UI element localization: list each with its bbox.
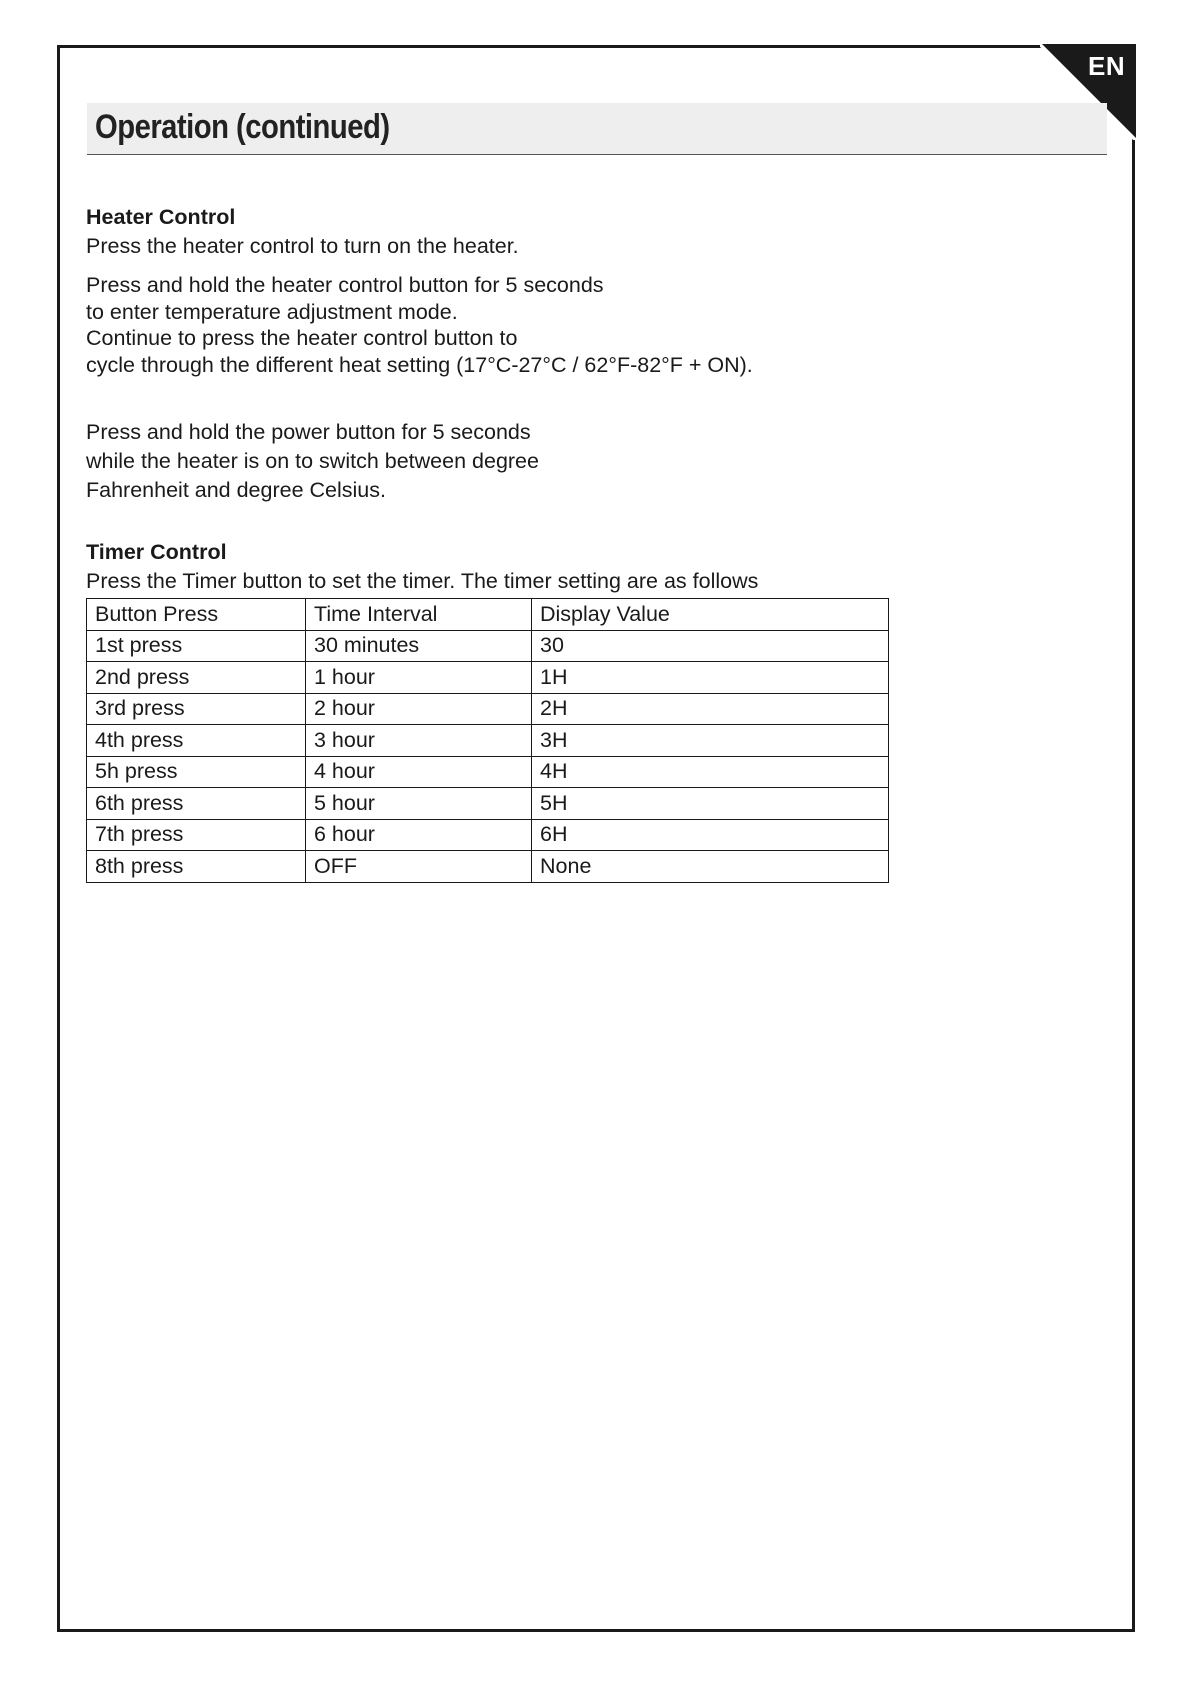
table-header-row bbox=[87, 599, 889, 631]
table-cell: 6 hour bbox=[306, 819, 532, 851]
timer-control-heading: Timer Control bbox=[86, 540, 227, 564]
language-badge: EN bbox=[1088, 51, 1126, 81]
instruction-line: Press and hold the heater control button for 5 seconds bbox=[86, 273, 604, 297]
heater-control-section bbox=[86, 204, 519, 260]
instruction-line: to enter temperature adjustment mode. bbox=[86, 299, 458, 324]
table-cell: 4 hour bbox=[306, 756, 532, 788]
instruction-line: Press and hold the power button for 5 seconds bbox=[86, 420, 531, 444]
table-cell: 7th press bbox=[87, 819, 306, 851]
table-row bbox=[87, 725, 889, 757]
table-cell: 1 hour bbox=[306, 662, 532, 694]
section-title-bar bbox=[87, 103, 1107, 155]
table-cell: 2nd press bbox=[87, 662, 306, 694]
table-row bbox=[87, 662, 889, 694]
table-cell: 30 minutes bbox=[306, 630, 532, 662]
heater-control-intro: Press the heater control to turn on the heater. bbox=[86, 234, 519, 258]
column-header: Time Interval bbox=[306, 599, 532, 631]
table-row bbox=[87, 693, 889, 725]
heater-adjust-instructions bbox=[86, 272, 753, 379]
instruction-line: Fahrenheit and degree Celsius. bbox=[86, 478, 386, 502]
table-cell: 5 hour bbox=[306, 788, 532, 820]
table-row bbox=[87, 788, 889, 820]
column-header: Button Press bbox=[87, 599, 306, 631]
table-cell: 2 hour bbox=[306, 693, 532, 725]
table-row bbox=[87, 819, 889, 851]
table-cell: 5H bbox=[532, 788, 889, 820]
heater-control-heading: Heater Control bbox=[86, 205, 236, 229]
table-row bbox=[87, 756, 889, 788]
instruction-line: Continue to press the heater control button to bbox=[86, 326, 518, 351]
table-cell: 5h press bbox=[87, 756, 306, 788]
table-cell: 4H bbox=[532, 756, 889, 788]
table-row bbox=[87, 851, 889, 883]
table-cell: 4th press bbox=[87, 725, 306, 757]
table-cell: OFF bbox=[306, 851, 532, 883]
column-header: Display Value bbox=[532, 599, 889, 631]
table-row bbox=[87, 630, 889, 662]
table-cell: None bbox=[532, 851, 889, 883]
table-cell: 8th press bbox=[87, 851, 306, 883]
table-cell: 30 bbox=[532, 630, 889, 662]
timer-settings-table bbox=[86, 598, 889, 883]
table-cell: 3H bbox=[532, 725, 889, 757]
page-title: Operation (continued) bbox=[95, 108, 390, 146]
timer-control-intro: Press the Timer button to set the timer. The timer setting are as follows bbox=[86, 569, 759, 593]
temperature-unit-instructions bbox=[86, 418, 539, 505]
instruction-line: while the heater is on to switch between degree bbox=[86, 449, 539, 473]
table-cell: 6th press bbox=[87, 788, 306, 820]
table-cell: 2H bbox=[532, 693, 889, 725]
table-cell: 1H bbox=[532, 662, 889, 694]
instruction-line: cycle through the different heat setting (17°C-27°C / 62°F-82°F + ON). bbox=[86, 353, 753, 378]
table-cell: 1st press bbox=[87, 630, 306, 662]
table-cell: 6H bbox=[532, 819, 889, 851]
timer-control-section bbox=[86, 539, 758, 595]
table-cell: 3rd press bbox=[87, 693, 306, 725]
table-cell: 3 hour bbox=[306, 725, 532, 757]
